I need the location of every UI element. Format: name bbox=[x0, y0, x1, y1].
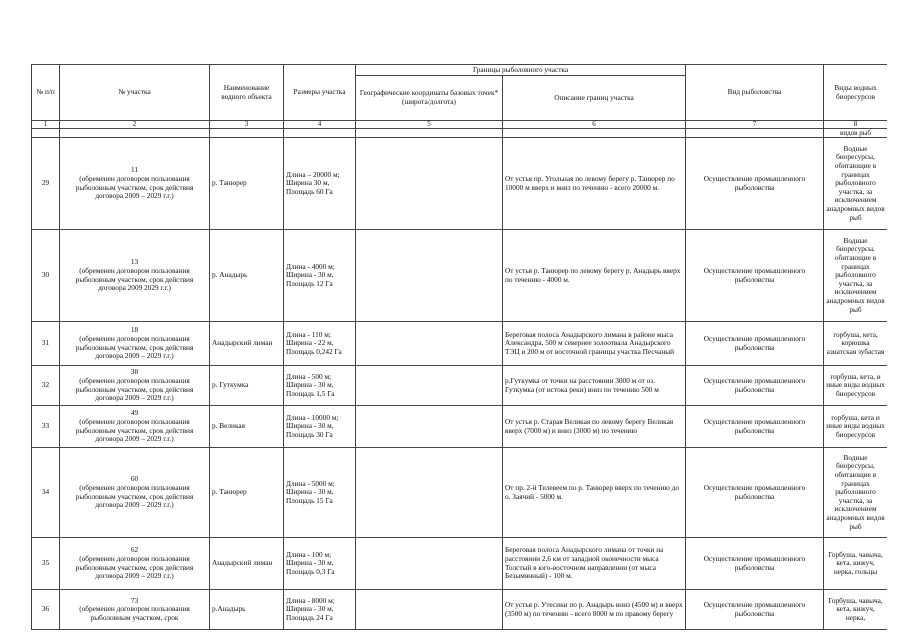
column-number: 4 bbox=[284, 121, 356, 129]
plot-note: (обременен договором пользования рыболовным участком, срок действия договора 2009 – 2029 г.г.) bbox=[75, 333, 194, 361]
plot-note: (обременен договором пользования рыболовным участком, срок действия договора 2009 – 2029 г.г.) bbox=[75, 482, 194, 510]
table-row bbox=[32, 230, 888, 322]
fishing-type: Осуществление промышленного рыболовства bbox=[686, 138, 824, 230]
water-body: Анадырский лиман bbox=[210, 322, 284, 366]
row-number: 32 bbox=[32, 366, 60, 406]
plot-number: 60 bbox=[130, 474, 139, 484]
row-number: 36 bbox=[32, 590, 60, 630]
fishing-type: Осуществление промышленного рыболовства bbox=[686, 366, 824, 406]
plot-cell bbox=[60, 538, 210, 590]
water-body: р. Танюрер bbox=[210, 448, 284, 538]
plot-number: 38 bbox=[130, 367, 139, 377]
plot-size: Длина - 10000 м; Ширина - 30 м, Площадь 30 Га bbox=[284, 406, 356, 448]
boundary-description: От устья р. Утесики по р. Анадырь вниз (4500 м) и вверх (3500 м) по течению - всего 8000 м по правому берегу bbox=[503, 590, 686, 630]
row-number: 31 bbox=[32, 322, 60, 366]
table-row bbox=[32, 406, 888, 448]
column-number-row bbox=[32, 121, 888, 129]
continuation-species: видов рыб bbox=[824, 129, 887, 138]
row-number: 35 bbox=[32, 538, 60, 590]
species: Водные биоресурсы, обитающие в границах рыболовного участка, за исключением анадромных видов рыб bbox=[824, 448, 887, 538]
header-fishing-type: Вид рыболовства bbox=[686, 65, 824, 121]
plot-cell bbox=[60, 366, 210, 406]
fishing-type: Осуществление промышленного рыболовства bbox=[686, 406, 824, 448]
plot-note: (обременен договором пользования рыболовным участком, срок действия договора 2009 2029 г.г.) bbox=[75, 265, 194, 293]
plot-number: 62 bbox=[130, 545, 139, 555]
row-number: 33 bbox=[32, 406, 60, 448]
plot-size: Длина - 5000 м; Ширина - 30 м, Площадь 15 Га bbox=[284, 448, 356, 538]
table-row bbox=[32, 366, 888, 406]
fishing-type: Осуществление промышленного рыболовства bbox=[686, 538, 824, 590]
fishing-type: Осуществление промышленного рыболовства bbox=[686, 590, 824, 630]
species: горбуша, кета и иные виды водных биоресурсов bbox=[824, 406, 887, 448]
water-body: р.Анадырь bbox=[210, 590, 284, 630]
table-row bbox=[32, 322, 888, 366]
species: Горбуша, чавыча, кета, кижуч, нерка, гольцы bbox=[824, 538, 887, 590]
boundary-description: От пр. 2-й Телевеем по р. Танюрер вверх по течению до о. Заячий - 5000 м. bbox=[503, 448, 686, 538]
plot-note: (обременен договором пользования рыболовным участком, срок действия договора 2009 – 2029 г.г.) bbox=[75, 375, 194, 403]
plot-size: Длина - 8000 м; Ширина - 30 м, Площадь 24 Га bbox=[284, 590, 356, 630]
table-row bbox=[32, 538, 888, 590]
document-page bbox=[31, 64, 887, 640]
boundary-description: р.Гуткумка от точки на расстоянии 3000 м от оз. Гуткумка (от истока реки) вниз по течению 500 м bbox=[503, 366, 686, 406]
plot-number: 13 bbox=[130, 257, 139, 267]
plot-cell bbox=[60, 406, 210, 448]
plot-number: 73 bbox=[130, 595, 139, 605]
fishing-type: Осуществление промышленного рыболовства bbox=[686, 322, 824, 366]
coordinates bbox=[356, 230, 503, 322]
header-species: Виды водных биоресурсов bbox=[824, 65, 887, 121]
fishing-plots-table bbox=[31, 64, 887, 630]
boundary-description: От устья пр. Угольная по левому берегу р. Танюрер по 10000 м вверх и вниз по течению - всего 20000 м. bbox=[503, 138, 686, 230]
coordinates bbox=[356, 448, 503, 538]
boundary-description: От устья р. Танюрер по левому берегу р. Анадырь вверх по течению - 4000 м. bbox=[503, 230, 686, 322]
plot-note: (обременен договором пользования рыболовным участком, срок действия договора 2009 – 2029 г.г.) bbox=[75, 416, 194, 444]
plot-number: 11 bbox=[130, 165, 139, 175]
row-number: 30 bbox=[32, 230, 60, 322]
plot-size: Длина - 100 м; Ширина - 30 м, Площадь 0,3 Га bbox=[284, 538, 356, 590]
water-body: р. Анадырь bbox=[210, 230, 284, 322]
column-number: 5 bbox=[356, 121, 503, 129]
species: горбуша, кета, корюшка азиатская зубастая bbox=[824, 322, 887, 366]
plot-note: (обременен договором пользования рыболовным участком, срок действия договора 2009 – 2029 г.г.) bbox=[75, 553, 194, 581]
table-row bbox=[32, 590, 888, 630]
coordinates bbox=[356, 538, 503, 590]
header-plot-boundaries: Границы рыболовного участка bbox=[356, 65, 686, 76]
species: Водные биоресурсы, обитающие в границах рыболовного участка, за исключением анадромных видов рыб bbox=[824, 138, 887, 230]
table-row bbox=[32, 138, 888, 230]
column-number: 3 bbox=[210, 121, 284, 129]
water-body: р. Великая bbox=[210, 406, 284, 448]
plot-cell bbox=[60, 590, 210, 630]
column-number: 2 bbox=[60, 121, 210, 129]
coordinates bbox=[356, 406, 503, 448]
boundary-description: От устья р. Старая Великая по левому берегу Великая вверх (7000 м) и вниз (3000 м) по течению bbox=[503, 406, 686, 448]
column-number: 6 bbox=[503, 121, 686, 129]
plot-cell bbox=[60, 230, 210, 322]
boundary-description: Береговая полоса Анадырского лимана от точки на расстоянии 2,6 км от западной оконечности мыса Толстый в юго-восточном направлении (от мыса Безымянный) - 100 м. bbox=[503, 538, 686, 590]
species: горбуша, кета, и иные виды водных биоресурсов bbox=[824, 366, 887, 406]
column-number: 8 bbox=[824, 121, 887, 129]
fishing-type: Осуществление промышленного рыболовства bbox=[686, 448, 824, 538]
header-plot-size: Размеры участка bbox=[284, 65, 356, 121]
row-number: 29 bbox=[32, 138, 60, 230]
species: Водные биоресурсы, обитающие в границах рыболовного участка, за исключением анадромных видов рыб bbox=[824, 230, 887, 322]
header-row-number: № п/п bbox=[32, 65, 60, 121]
plot-number: 49 bbox=[130, 408, 139, 418]
column-number: 7 bbox=[686, 121, 824, 129]
header-plot-number: № участка bbox=[60, 65, 210, 121]
plot-size: Длина - 500 м; Ширина - 30 м, Площадь 1,5 Га bbox=[284, 366, 356, 406]
plot-cell bbox=[60, 322, 210, 366]
header-coordinates: Географические координаты базовых точек* (широта/долгота) bbox=[356, 76, 503, 121]
boundary-description: Береговая полоса Анадырского лимана в районе мыса Александра, 500 м севернее золоотвала Анадырского ТЭЦ и 200 м от восточной границы участка Песчаный bbox=[503, 322, 686, 366]
row-number: 34 bbox=[32, 448, 60, 538]
plot-note: (обременен договором пользования рыболовным участком, срок действия договора 2009 – 2029 г.г.) bbox=[75, 173, 194, 201]
header-water-body: Наименование водного объекта bbox=[210, 65, 284, 121]
header-boundary-description: Описание границ участка bbox=[503, 76, 686, 121]
coordinates bbox=[356, 590, 503, 630]
table-row bbox=[32, 448, 888, 538]
coordinates bbox=[356, 366, 503, 406]
water-body: р. Гуткумка bbox=[210, 366, 284, 406]
species: Горбуша, чавыча, кета, кижуч, нерка, bbox=[824, 590, 887, 630]
plot-cell bbox=[60, 138, 210, 230]
plot-size: Длина - 4000 м; Ширина - 30 м, Площадь 12 Га bbox=[284, 230, 356, 322]
plot-number: 18 bbox=[130, 325, 139, 335]
plot-cell bbox=[60, 448, 210, 538]
plot-size: Длина – 20000 м; Ширина 30 м, Площадь 60 Га bbox=[284, 138, 356, 230]
plot-size: Длина - 110 м; Ширина - 22 м, Площадь 0,242 Га bbox=[284, 322, 356, 366]
water-body: Анадырский лиман bbox=[210, 538, 284, 590]
fishing-type: Осуществление промышленного рыболовства bbox=[686, 230, 824, 322]
continuation-row bbox=[32, 129, 888, 138]
column-number: 1 bbox=[32, 121, 60, 129]
coordinates bbox=[356, 138, 503, 230]
plot-note: (обременен договором пользования рыболовным участком, срок bbox=[79, 604, 190, 622]
coordinates bbox=[356, 322, 503, 366]
water-body: р. Танюрер bbox=[210, 138, 284, 230]
